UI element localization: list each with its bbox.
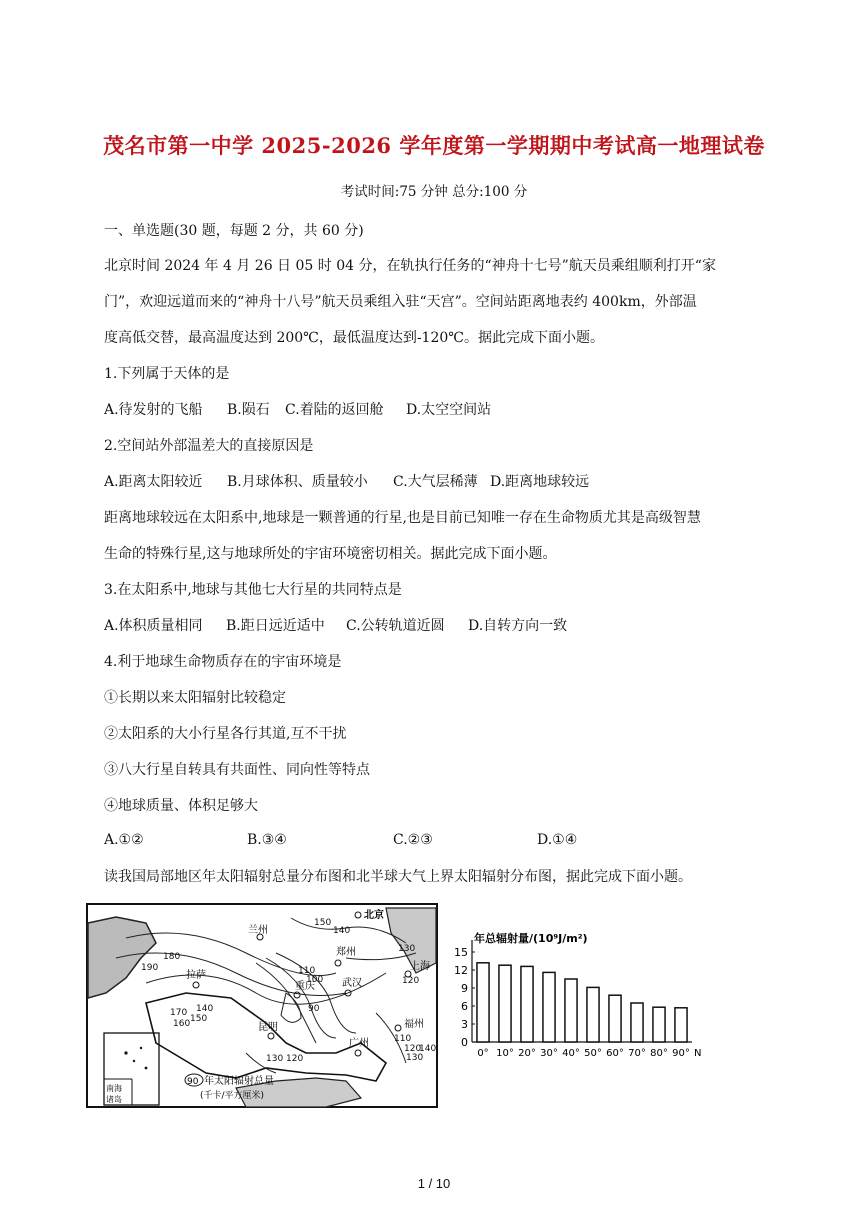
isoline-value: 160 [173, 1019, 191, 1029]
bar [477, 963, 489, 1042]
isoline-value: 120 [286, 1054, 304, 1064]
x-tick-label: 20° [518, 1048, 536, 1059]
isoline-value: 150 [190, 1014, 208, 1024]
isoline-value: 140 [196, 1004, 214, 1014]
bar [675, 1008, 687, 1042]
q2-option-b: B.月球体积、质量较小 [227, 474, 368, 490]
inset-label: 南海 [106, 1084, 122, 1093]
isoline-value: 120 [404, 1044, 422, 1054]
bar [609, 995, 621, 1042]
isoline-value: 150 [314, 918, 332, 928]
city-label: 郑州 [336, 947, 356, 958]
chart-ylabel: 年总辐射量/(10⁹J/m²) [474, 932, 588, 945]
isoline-value: 190 [141, 963, 159, 973]
x-tick-label: 40° [562, 1048, 580, 1059]
bar [499, 965, 511, 1042]
bar [653, 1007, 665, 1042]
q1-stem: 1.下列属于天体的是 [104, 366, 230, 382]
bar-group [477, 963, 687, 1042]
page-number: 1 / 10 [417, 1176, 451, 1191]
passage1-line: 门”，欢迎远道而来的“神舟十八号”航天员乘组入驻“天宫”。空间站距离地表约 400km，外部温 [104, 294, 697, 310]
q4-option-a: A.①② [104, 832, 144, 848]
isoline-value: 140 [333, 926, 351, 936]
passage1-line: 度高低交替，最高温度达到 200℃，最低温度达到-120℃。据此完成下面小题。 [104, 330, 604, 346]
isoline-value: 120 [402, 976, 420, 986]
y-tick-label: 0 [461, 1036, 468, 1049]
city-label: 上海 [410, 961, 430, 972]
exam-meta: 考试时间:75 分钟 总分:100 分 [340, 184, 528, 200]
city-label: 广州 [349, 1038, 369, 1049]
x-tick-label: 10° [496, 1048, 514, 1059]
bar [565, 979, 577, 1042]
q1-option-a: A.待发射的飞船 [104, 402, 203, 418]
q2-option-d: D.距离地球较远 [490, 474, 590, 490]
isoline-value: 90 [308, 1004, 320, 1014]
city-label: 昆明 [258, 1022, 278, 1033]
y-tick-label: 9 [461, 982, 468, 995]
q4-item: ④地球质量、体积足够大 [104, 798, 258, 814]
x-tick-label: 50° [584, 1048, 602, 1059]
legend-unit: (千卡/平方厘米) [200, 1091, 265, 1101]
isoline-value: 180 [163, 952, 181, 962]
q4-item: ①长期以来太阳辐射比较稳定 [104, 690, 286, 706]
radiation-map-figure [86, 903, 438, 1108]
x-tick-label: 0° [477, 1048, 489, 1059]
x-tick-label: 80° [650, 1048, 668, 1059]
isoline-value: 130 [406, 1053, 424, 1063]
y-tick-label: 12 [454, 964, 468, 977]
q1-option-c: C.着陆的返回舱 [285, 402, 384, 418]
passage2-line: 距离地球较远在太阳系中,地球是一颗普通的行星,也是目前已知唯一存在生命物质尤其是高级智慧 [104, 510, 701, 526]
city-label: 武汉 [342, 978, 362, 989]
x-tick-group [477, 1048, 690, 1059]
city-label: 重庆 [295, 981, 315, 992]
radiation-bar-chart [452, 930, 702, 1060]
radiation-map [86, 903, 438, 1108]
isoline-value: 110 [298, 966, 316, 976]
y-tick-label: 15 [454, 946, 468, 959]
q4-option-c: C.②③ [393, 832, 433, 848]
isoline-value: 130 [266, 1054, 284, 1064]
exam-title: 茂名市第一中学 2025-2026 学年度第一学期期中考试高一地理试卷 [103, 133, 765, 158]
q1-option-b: B.陨石 [227, 402, 270, 418]
isoline-value: 130 [398, 944, 416, 954]
y-tick-label: 6 [461, 1000, 468, 1013]
x-unit-label: N [694, 1048, 702, 1059]
bar [521, 966, 533, 1042]
q2-stem: 2.空间站外部温差大的直接原因是 [104, 438, 314, 454]
city-label: 福州 [404, 1019, 424, 1030]
bar [631, 1003, 643, 1042]
passage3-text: 读我国局部地区年太阳辐射总量分布图和北半球大气上界太阳辐射分布图，据此完成下面小题。 [104, 869, 692, 885]
inset-label: 诸岛 [106, 1095, 122, 1104]
q3-option-c: C.公转轨道近圆 [346, 618, 445, 634]
q4-option-d: D.①④ [537, 832, 578, 848]
q4-item: ②太阳系的大小行星各行其道,互不干扰 [104, 726, 347, 742]
bar [543, 972, 555, 1042]
x-tick-label: 70° [628, 1048, 646, 1059]
q4-stem: 4.利于地球生命物质存在的宇宙环境是 [104, 654, 342, 670]
y-tick-label: 3 [461, 1018, 468, 1031]
x-tick-label: 60° [606, 1048, 624, 1059]
isoline-value: 170 [170, 1008, 188, 1018]
passage2-line: 生命的特殊行星,这与地球所处的宇宙环境密切相关。据此完成下面小题。 [104, 546, 557, 562]
q2-option-a: A.距离太阳较近 [104, 474, 203, 490]
x-tick-label: 90° [672, 1048, 690, 1059]
isoline-value: 100 [306, 975, 324, 985]
q3-stem: 3.在太阳系中,地球与其他七大行星的共同特点是 [104, 582, 402, 598]
q3-option-d: D.自转方向一致 [468, 618, 568, 634]
q2-option-c: C.大气层稀薄 [393, 474, 478, 490]
bar-chart-svg [452, 930, 702, 1060]
city-label: 拉萨 [186, 970, 206, 981]
passage1-line: 北京时间 2024 年 4 月 26 日 05 时 04 分，在轨执行任务的“神舟十七号”航天员乘组顺利打开“家 [104, 258, 716, 274]
q3-option-b: B.距日远近适中 [226, 618, 325, 634]
isoline-value: 140 [419, 1044, 437, 1054]
section-heading: 一、单选题(30 题，每题 2 分，共 60 分) [104, 223, 364, 239]
legend-value: 90 [187, 1077, 199, 1087]
q3-option-a: A.体积质量相同 [104, 618, 203, 634]
x-tick-label: 30° [540, 1048, 558, 1059]
q4-option-b: B.③④ [247, 832, 287, 848]
city-label: 北京 [364, 910, 384, 921]
bar [587, 987, 599, 1042]
isoline-value: 110 [394, 1034, 412, 1044]
legend-title: 年太阳辐射总量 [204, 1076, 274, 1087]
q4-item: ③八大行星自转具有共面性、同向性等特点 [104, 762, 370, 778]
city-label: 兰州 [248, 925, 268, 936]
q1-option-d: D.太空空间站 [406, 402, 492, 418]
